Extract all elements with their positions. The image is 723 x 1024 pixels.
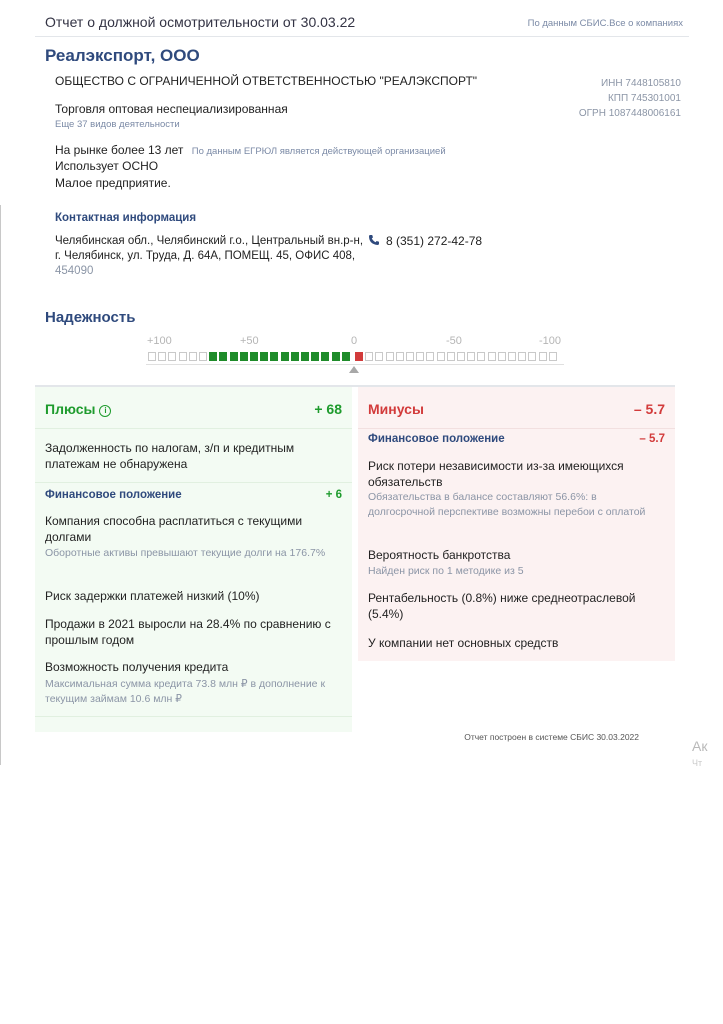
company-address [55, 234, 365, 279]
more-activities-link[interactable]: Еще 37 видов деятельности [55, 119, 180, 130]
gauge-cell [219, 352, 227, 361]
gauge-cell [375, 352, 383, 361]
market-age-text: На рынке более 13 лет [55, 143, 184, 157]
address-zip: 454090 [55, 265, 94, 277]
gauge-baseline [146, 364, 564, 365]
gauge-cell [528, 352, 536, 361]
gauge-cell [230, 352, 238, 361]
gauge-cell [539, 352, 547, 361]
gauge-cell [518, 352, 526, 361]
scale-label-plus-50: +50 [240, 335, 259, 347]
gauge-cell [332, 352, 340, 361]
cons-item-profitability: Рентабельность (0.8%) ниже среднеотраслевой (5.4%) [368, 591, 636, 621]
market-age [55, 143, 446, 157]
pros-item-credit: Возможность получения кредита [45, 660, 229, 674]
main-activity: Торговля оптовая неспециализированная [55, 102, 288, 116]
pros-item-no-debts: Задолженность по налогам, з/п и кредитным платежам не обнаружена [45, 441, 295, 471]
gauge-cell [301, 352, 309, 361]
scale-label-plus-100: +100 [147, 335, 172, 347]
phone-number: 8 (351) 272-42-78 [386, 234, 483, 248]
cons-item-independence-note: Обязательства в балансе составляют 56.6%: в долгосрочной перспективе возможны перебои с оплатой [368, 491, 646, 518]
scale-label-zero: 0 [351, 335, 358, 347]
report-footer: Отчет построен в системе СБИС 30.03.2022 [464, 732, 639, 742]
divider [358, 428, 675, 429]
scale-label-minus-100: -100 [539, 335, 562, 347]
gauge-cell [416, 352, 424, 361]
company-size: Малое предприятие. [55, 176, 171, 190]
gauge-cell [311, 352, 319, 361]
company-legal-name: ОБЩЕСТВО С ОГРАНИЧЕННОЙ ОТВЕТСТВЕННОСТЬЮ "РЕАЛЭКСПОРТ" [55, 74, 478, 88]
gauge-cell [396, 352, 404, 361]
gauge-cell [508, 352, 516, 361]
report-title: Отчет о должной осмотрительности от 30.03.22 [45, 14, 356, 30]
reliability-title: Надежность [45, 309, 136, 326]
gauge-cell [209, 352, 217, 361]
pros-score: + 68 [314, 401, 342, 417]
gauge-cell [260, 352, 268, 361]
cons-section-title: Финансовое положение [368, 433, 505, 445]
page-left-edge [0, 205, 1, 765]
gauge-cell [467, 352, 475, 361]
gauge-cell [426, 352, 434, 361]
company-requisites [579, 76, 681, 121]
gauge-cell [168, 352, 176, 361]
gauge-cell [549, 352, 557, 361]
cons-item-independence: Риск потери независимости из-за имеющихся обязательств [368, 459, 624, 489]
gauge-cell [437, 352, 445, 361]
gauge-cell [240, 352, 248, 361]
gauge-cell [342, 352, 350, 361]
report-source-link[interactable]: По данным СБИС.Все о компаниях [527, 18, 683, 29]
divider [35, 428, 352, 429]
clipped-text: Чт [692, 758, 703, 768]
gauge-cell [488, 352, 496, 361]
clipped-text: Ак [692, 738, 708, 754]
cons-item-bankruptcy-note: Найден риск по 1 методике из 5 [368, 565, 524, 577]
company-phone[interactable] [368, 234, 482, 248]
address-line-1: Челябинская обл., Челябинский г.о., Центральный вн.р-н, [55, 235, 364, 247]
gauge-cell [148, 352, 156, 361]
pros-section-title: Финансовое положение [45, 489, 182, 501]
gauge-cell [365, 352, 373, 361]
info-icon[interactable]: i [99, 405, 111, 417]
gauge-cell [291, 352, 299, 361]
gauge-cell [281, 352, 289, 361]
gauge-cell [386, 352, 394, 361]
pros-panel [35, 387, 352, 732]
cons-item-bankruptcy: Вероятность банкротства [368, 548, 511, 562]
gauge-cell [250, 352, 258, 361]
cons-score: – 5.7 [633, 401, 665, 417]
gauge-pointer-icon [349, 366, 359, 373]
phone-icon [368, 234, 380, 246]
gauge-cell [199, 352, 207, 361]
gauge-cell [158, 352, 166, 361]
gauge-cell [457, 352, 465, 361]
cons-title: Минусы [368, 401, 424, 417]
pros-section-score: + 6 [325, 489, 342, 501]
gauge-cell [179, 352, 187, 361]
kpp: КПП 745301001 [607, 93, 681, 104]
header-divider [35, 36, 689, 37]
pros-item-solvency-note: Оборотные активы превышают текущие долги на 176.7% [45, 547, 326, 559]
cons-section-score: – 5.7 [639, 433, 665, 445]
gauge-cell [270, 352, 278, 361]
gauge-cell [189, 352, 197, 361]
gauge-cell [355, 352, 363, 361]
gauge-cell [447, 352, 455, 361]
divider [35, 482, 352, 483]
registry-status-note: По данным ЕГРЮЛ является действующей организацией [191, 146, 446, 157]
gauge-cell [498, 352, 506, 361]
gauge-cell [321, 352, 329, 361]
divider [35, 716, 352, 717]
pros-item-solvency: Компания способна расплатиться с текущими долгами [45, 514, 303, 544]
tax-system: Использует ОСНО [55, 159, 159, 173]
pros-title: Плюсы i [45, 401, 111, 417]
gauge-cell [406, 352, 414, 361]
gauge-cell [477, 352, 485, 361]
cons-panel [358, 387, 675, 661]
contacts-title: Контактная информация [55, 212, 197, 224]
pros-item-sales-growth: Продажи в 2021 выросли на 28.4% по сравнению с прошлым годом [45, 617, 331, 647]
cons-item-no-fixed-assets: У компании нет основных средств [368, 636, 559, 650]
pros-item-payment-delay: Риск задержки платежей низкий (10%) [45, 589, 260, 603]
ogrn: ОГРН 1087448006161 [578, 108, 681, 119]
pros-item-credit-note: Максимальная сумма кредита 73.8 млн ₽ в дополнение к текущим займам 10.6 млн ₽ [45, 678, 326, 705]
scale-label-minus-50: -50 [446, 335, 462, 347]
address-line-2: г. Челябинск, ул. Труда, Д. 64А, ПОМЕЩ. 45, ОФИС 408, [55, 250, 356, 262]
company-name: Реалэкспорт, ООО [45, 46, 200, 65]
inn: ИНН 7448105810 [600, 78, 681, 89]
